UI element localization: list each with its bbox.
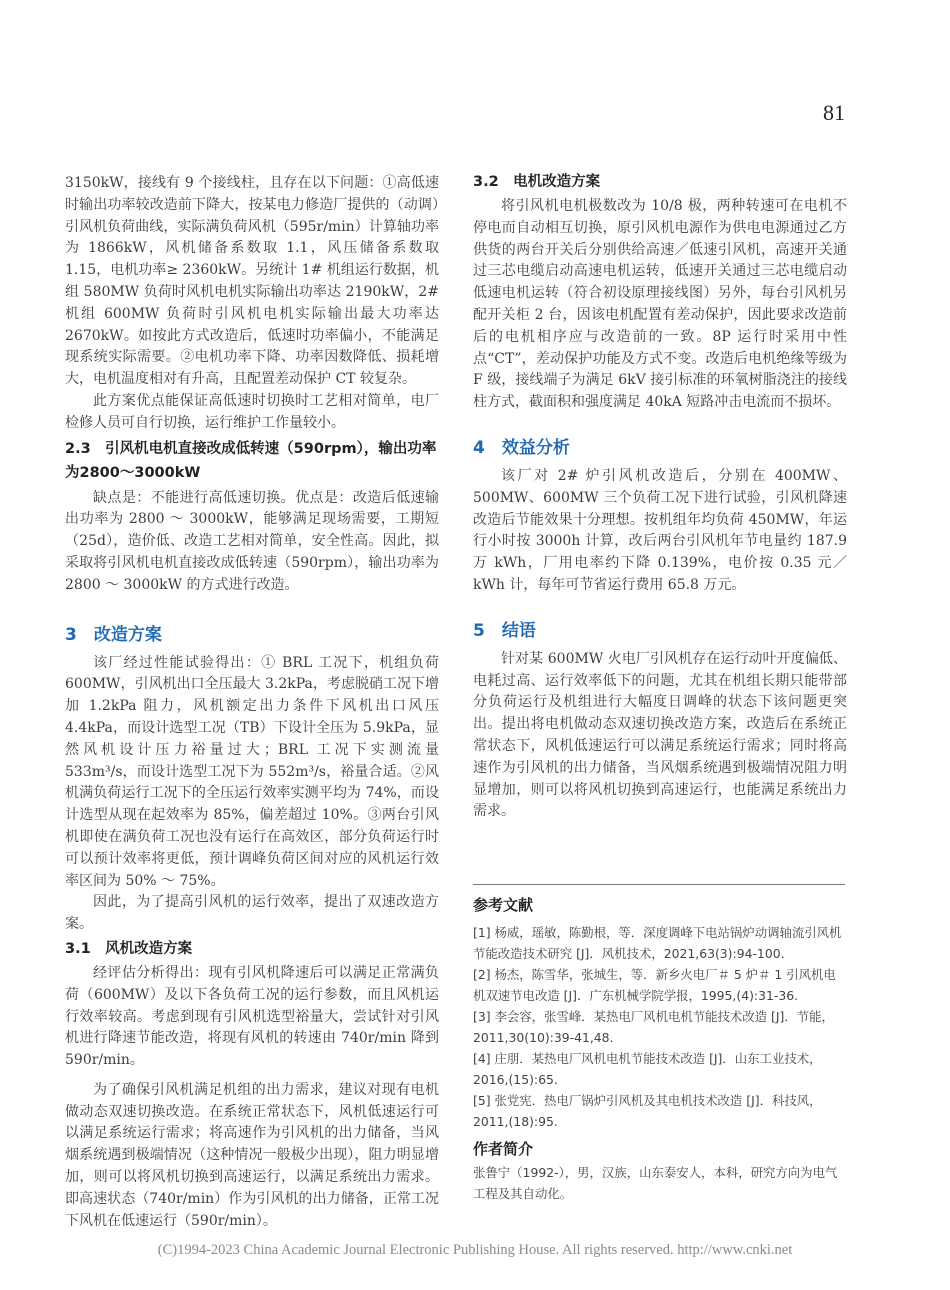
author-heading: 作者简介 (473, 1140, 534, 1158)
author-bio: 张鲁宁（1992-），男，汉族，山东泰安人，本科，研究方向为电气工程及其自动化。 (473, 1165, 838, 1201)
section-3-1-paragraph-2: 为了确保引风机满足机组的出力需求，建议对现有电机做动态双速切换改造。在系统正常状态下，风机低速运行可以满足系统运行需求；将高速作为引风机的出力储备，当风烟系统遇到极端情况（这种情况一般极少出现），阻力明显增加，则可以将风机切换到高速运行，以满足系统出力需求。即高速状态（740r/min）作为引风机的出力储备，正常工况下风机在低速运行（590r/min）。 (65, 1081, 439, 1229)
section-3-heading: 3 改造方案 (65, 624, 162, 645)
reference-item: [4] 庄朋．某热电厂风机电机节能技术改造 [J]．山东工业技术，2016,(15):65. (473, 1051, 822, 1087)
section-2-3-heading: 2.3 引风机电机直接改成低转速（590rpm），输出功率为2800～3000kW (65, 440, 437, 481)
right-column (473, 173, 847, 823)
intro-paragraph-2: 此方案优点能保证高低速时切换时工艺相对简单，电厂检修人员可自行切换，运行维护工作量较小。 (65, 392, 439, 431)
section-3-2-paragraph: 将引风机电机极数改为 10/8 极，两种转速可在电机不停电而自动相互切换，原引风机电源作为供电电源通过乙方供货的两台开关后分别供给高速／低速引风机，高速开关通过三芯电缆启动高速电机运转，低速开关通过三芯电缆启动低速电机运转（符合初设原理接线图）另外，每台引风机另配开关柜 2 台，因该电机配置有差动保护，因此要求改造前后的电机相序应与改造前的一致。8P 运行时采用中性点“CT”，差动保护功能及方式不变。改造后电机绝缘等级为 F 级，接线端子为满足 6kV 接引标准的环氧树脂浇注的接线柱方式，截面积和强度满足 40kA 短路冲击电流而不损坏。 (473, 198, 847, 411)
left-column (65, 173, 439, 1232)
references-heading: 参考文献 (473, 896, 534, 914)
intro-paragraph-1: 3150kW，接线有 9 个接线柱，且存在以下问题：①高低速时输出功率较改造前下降大，按某电力修造厂提供的（动调）引风机负荷曲线，实际满负荷风机（595r/min）计算轴功率为 1866kW，风机储备系数取 1.1，风压储备系数取 1.15，电机功率≥ 2360kW。另统计 1# 机组运行数据，机组 580MW 负荷时风机电机实际输出功率达 2190kW，2# 机组 600MW 负荷时引风机电机实际输出最大功率达 2670kW。如按此方式改造后，低速时功率偏小，不能满足现系统实际需要。②电机功率下降、功率因数降低、损耗增大，电机温度相对有升高，且配置差动保护 CT 较复杂。 (65, 175, 439, 388)
reference-item: [5] 张党宪．热电厂锅炉引风机及其电机技术改造 [J]．科技风，2011,(18):95. (473, 1093, 822, 1129)
section-3-1-heading: 3.1 风机改造方案 (65, 940, 193, 957)
reference-item: [3] 李会容，张雪峰．某热电厂风机电机节能技术改造 [J]．节能，2011,30(10):39-41,48. (473, 1009, 834, 1045)
section-2-3-paragraph: 缺点是：不能进行高低速切换。优点是：改造后低速输出功率为 2800 ～ 3000kW，能够满足现场需要，工期短（25d），造价低、改造工艺相对简单，安全性高。因此，拟采取将引风机电机直接改成低转速（590rpm），输出功率为 2800 ～ 3000kW 的方式进行改造。 (65, 489, 439, 593)
section-5-paragraph: 针对某 600MW 火电厂引风机存在运行动叶开度偏低、电耗过高、运行效率低下的问题，尤其在机组长期只能带部分负荷运行及机组进行大幅度日调峰的状态下该问题更突出。提出将电机做动态双速切换改造方案，改造后在系统正常状态下，风机低速运行可以满足系统运行需求；同时将高速作为引风机的出力储备，当风烟系统遇到极端情况阻力明显增加，则可以将风机切换到高速运行，也能满足系统出力需求。 (473, 650, 847, 820)
section-4-paragraph: 该厂对 2# 炉引风机改造后，分别在 400MW、500MW、600MW 三个负荷工况下进行试验，引风机降速改造后节能效果十分理想。按机组年均负荷 450MW，年运行小时按 3000h 计算，改后两台引风机年节电量约 187.9 万 kWh，厂用电率约下降 0.139%，电价按 0.35 元／kWh 计，每年可节省运行费用 65.8 万元。 (473, 467, 847, 593)
section-5-heading: 5 结语 (473, 620, 536, 641)
page-number: 81 (823, 100, 845, 125)
section-3-2-heading: 3.2 电机改造方案 (473, 174, 601, 190)
section-3-paragraph-2: 因此，为了提高引风机的运行效率，提出了双速改造方案。 (65, 894, 439, 933)
references-divider (473, 884, 845, 885)
section-4-heading: 4 效益分析 (473, 437, 570, 458)
references-block (473, 894, 847, 1204)
section-3-1-paragraph-1: 经评估分析得出：现有引风机降速后可以满足正常满负荷（600MW）及以下各负荷工况的运行参数，而且风机运行效率较高。考虑到现有引风机选型裕量大，尝试针对引风机进行降速节能改造，将现有风机的转速由 740r/min 降到 590r/min。 (65, 964, 439, 1069)
reference-item: [2] 杨杰，陈雪华，张城生，等．新乡火电厂＃ 5 炉＃ 1 引风机电机双速节电改造 [J]．广东机械学院学报，1995,(4):31-36. (473, 967, 836, 1003)
reference-item: [1] 杨威，瑶敏，陈勤根，等．深度调峰下电站锅炉动调轴流引风机节能改造技术研究 [J]．风机技术，2021,63(3):94-100. (473, 925, 842, 961)
section-3-paragraph-1: 该厂经过性能试验得出：① BRL 工况下，机组负荷 600MW，引风机出口全压最大 3.2kPa，考虑脱硝工况下增加 1.2kPa 阻力，风机额定出力条件下风机出口风压 4.4kPa，而设计选型工况（TB）下设计全压为 5.9kPa，显然风机设计压力裕量过大；BRL 工况下实测流量 533m³/s，而设计选型工况下为 552m³/s，裕量合适。②风机满负荷运行工况下的全压运行效率实测平均为 74%，而设计选型从现在起效率为 85%，偏差超过 10%。③两台引风机即使在满负荷工况也没有运行在高效区，部分负荷运行时可以预计效率将更低，预计调峰负荷区间对应的风机运行效率区间为 50% ～ 75%。 (65, 654, 439, 889)
copyright-footer: (C)1994-2023 China Academic Journal Electronic Publishing House. All rights reserved. http://www.cnki.net (157, 1242, 793, 1258)
